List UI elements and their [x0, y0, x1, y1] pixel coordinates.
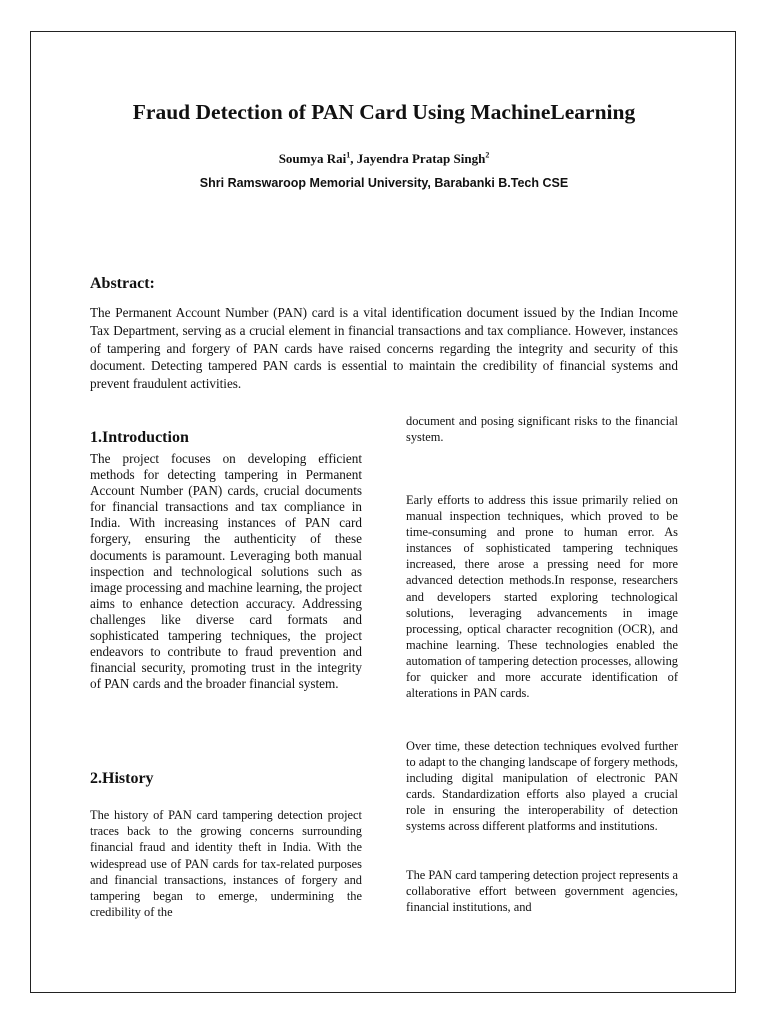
- author-1: Soumya Rai: [278, 151, 347, 166]
- affiliation: Shri Ramswaroop Memorial University, Barabanki B.Tech CSE: [199, 176, 569, 190]
- history-paragraph-1: The history of PAN card tampering detection project traces back to the growing concerns surrounding financial fraud and identity theft in India. With the widespread use of PAN cards for tax-related purposes and financial transactions, instances of forgery and tampering began to emerge, undermining the credibility of the: [90, 808, 362, 920]
- introduction-text: The project focuses on developing efficient methods for detecting tampering in Permanent Account Number (PAN) cards, crucial documents for financial transactions and tax compliance in India. With increasing instances of PAN card forgery, ensuring the authenticity of these documents is paramount. Leveraging both manual inspection and technological solutions such as image processing and machine learning, the project aims to enhance detection accuracy. Addressing challenges like diverse card formats and sophisticated tampering techniques, the project endeavors to contribute to fraud prevention and financial security, promoting trust in the integrity of PAN cards and the broader financial system.: [90, 451, 362, 692]
- abstract-text: The Permanent Account Number (PAN) card is a vital identification document issued by the Indian Income Tax Department, serving as a crucial element in financial transactions and tax compliance. However, instances of tampering and forgery of PAN cards have raised concerns regarding the integrity and security of this document. Detecting tampered PAN cards is essential to maintain the credibility of financial systems and prevent fraudulent activities.: [90, 305, 678, 392]
- author-1-superscript: 1: [346, 150, 351, 160]
- history-paragraph-1-continued: document and posing significant risks to the financial system.: [406, 414, 678, 445]
- history-paragraph-3: Over time, these detection techniques evolved further to adapt to the changing landscape of forgery methods, including digital manipulation of electronic PAN cards. Standardization efforts also played a crucial role in ensuring the interoperability of detection systems across different platforms and institutions.: [406, 739, 678, 834]
- author-2: Jayendra Pratap Singh: [356, 151, 486, 166]
- paper-title: Fraud Detection of PAN Card Using MachineLearning: [132, 100, 636, 124]
- author-separator: ,: [350, 151, 357, 166]
- history-paragraph-4: The PAN card tampering detection project represents a collaborative effort between government agencies, financial institutions, and: [406, 868, 678, 915]
- abstract-heading: Abstract:: [90, 275, 155, 292]
- author-2-superscript: 2: [485, 150, 490, 160]
- introduction-heading: 1.Introduction: [90, 429, 189, 446]
- history-paragraph-2: Early efforts to address this issue primarily relied on manual inspection techniques, which proved to be time-consuming and prone to human error. As instances of sophisticated tampering techniques increased, there arose a pressing need for more advanced detection methods.In response, researchers and developers started exploring technological solutions, leveraging advancements in image processing, optical character recognition (OCR), and machine learning. These technologies enabled the automation of tampering detection processes, allowing for quicker and more accurate identification of alterations in PAN cards.: [406, 493, 678, 701]
- author-line: [30, 150, 738, 168]
- history-heading: 2.History: [90, 770, 154, 787]
